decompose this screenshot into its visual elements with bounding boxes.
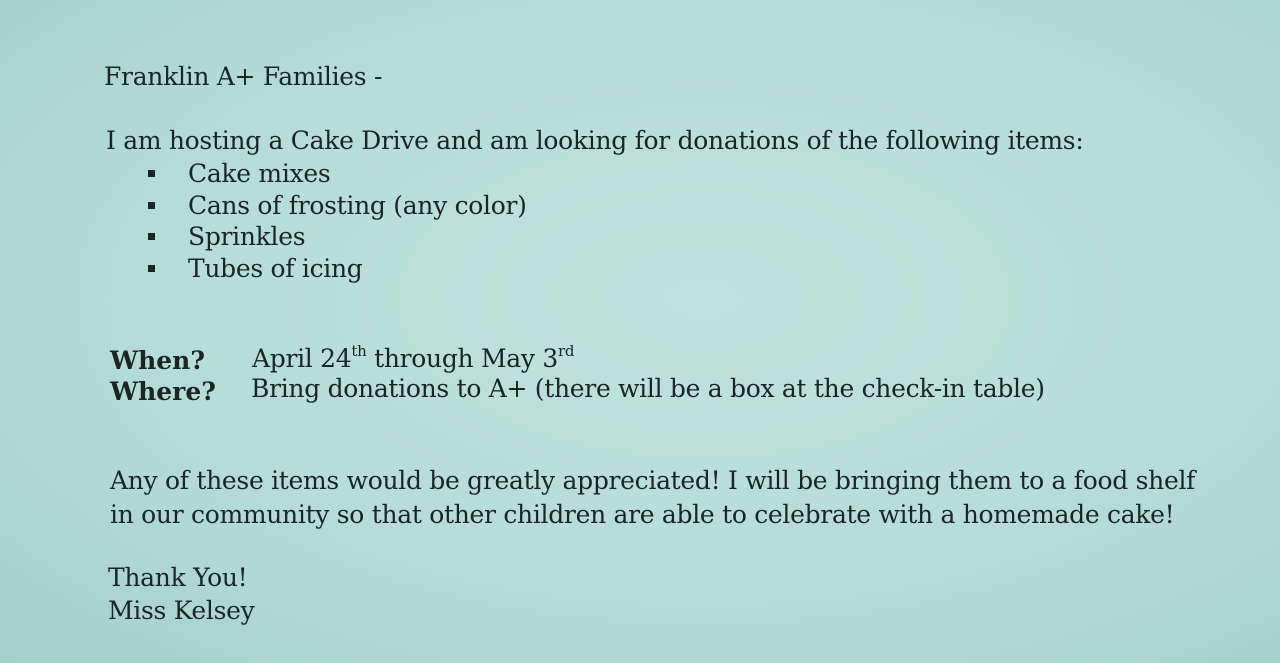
list-item	[144, 253, 527, 285]
closing-paragraph-line-1: Any of these items would be greatly appreciated! I will be bringing them to a food shelf	[110, 466, 1196, 495]
closing-paragraph-line-2: in our community so that other children are able to celebrate with a homemade cake!	[110, 500, 1175, 529]
when-value	[252, 344, 574, 374]
square-bullet-icon	[148, 202, 155, 209]
greeting: Franklin A+ Families -	[104, 62, 383, 91]
list-item-label: Tubes of icing	[188, 253, 363, 283]
where-label: Where?	[110, 377, 216, 406]
where-value: Bring donations to A+ (there will be a box at the check-in table)	[251, 374, 1045, 403]
signature: Miss Kelsey	[108, 596, 255, 625]
when-label: When?	[110, 346, 205, 375]
when-end-suffix: rd	[557, 342, 575, 360]
list-item	[144, 190, 527, 222]
when-middle: through May 3	[366, 344, 558, 373]
list-item-label: Cake mixes	[188, 159, 331, 188]
square-bullet-icon	[148, 170, 155, 177]
list-item-label: Sprinkles	[188, 222, 306, 251]
when-start-suffix: th	[351, 342, 367, 360]
square-bullet-icon	[148, 265, 155, 272]
intro-text: I am hosting a Cake Drive and am looking for donations of the following items:	[106, 126, 1084, 155]
list-item-label: Cans of frosting (any color)	[188, 190, 527, 220]
when-start: April 24	[252, 344, 352, 373]
thanks-text: Thank You!	[108, 563, 248, 592]
list-item	[144, 221, 527, 253]
square-bullet-icon	[148, 233, 155, 240]
donation-items-list	[144, 158, 527, 284]
list-item	[144, 158, 527, 190]
